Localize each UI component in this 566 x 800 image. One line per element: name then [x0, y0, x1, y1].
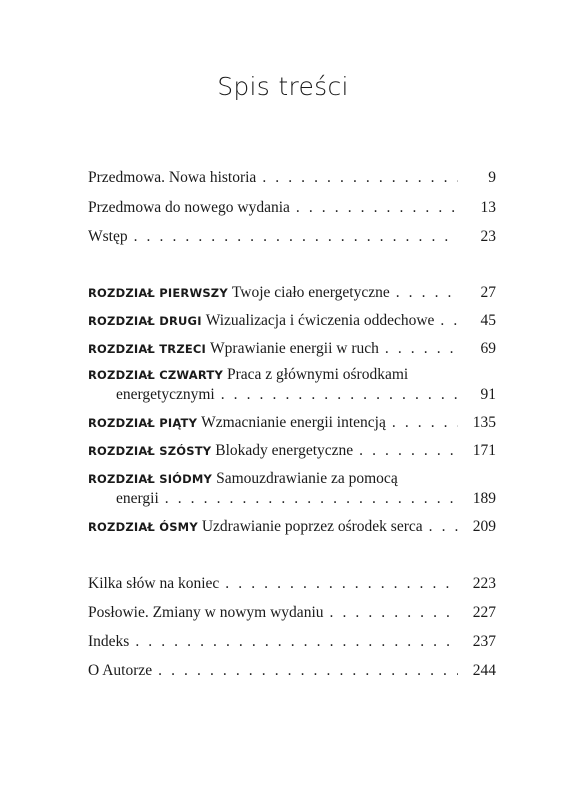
chapter-title: Praca z głównymi ośrodkami [226, 366, 409, 383]
toc-entry-page: 91 [480, 386, 496, 403]
toc-entry-front-new-edition[interactable] [88, 198, 496, 218]
toc-entry-chapter-7[interactable] [88, 469, 496, 489]
chapter-title: Uzdrawianie poprzez ośrodek serca [201, 518, 423, 535]
leader-dots [423, 517, 458, 537]
toc-entry-title: Przedmowa. Nowa historia [88, 169, 257, 186]
leader-dots [128, 227, 458, 247]
page-title: Spis treści [217, 72, 349, 101]
chapter-title: Samouzdrawianie za pomocą [216, 470, 398, 487]
leader-dots [290, 198, 458, 218]
toc-entry-title: Kilka słów na koniec [88, 575, 220, 592]
toc-entry-chapter-4[interactable] [88, 365, 496, 385]
leader-dots [390, 283, 458, 303]
chapter-label: ROZDZIAŁ SZÓSTY [88, 444, 212, 458]
leader-dots [324, 603, 459, 623]
toc-entry-chapter-5[interactable] [88, 413, 496, 433]
leader-dots [159, 489, 458, 509]
toc-entry-chapter-7-cont[interactable] [88, 489, 496, 509]
toc-entry-title: Przedmowa do nowego wydania [88, 199, 290, 216]
toc-entry-page: 189 [472, 490, 496, 507]
toc-entry-page: 13 [480, 199, 496, 216]
toc-entry-page: 209 [472, 518, 496, 535]
chapter-title: Twoje ciało energetyczne [231, 284, 390, 301]
toc-entry-title: Posłowie. Zmiany w nowym wydaniu [88, 604, 324, 621]
toc-entry-page: 23 [480, 228, 496, 245]
toc-entry-page: 244 [472, 662, 496, 679]
toc-entry-page: 9 [488, 169, 496, 186]
toc-entry-back-afterword[interactable] [88, 603, 496, 623]
leader-dots [353, 441, 458, 461]
leader-dots [386, 413, 458, 433]
leader-dots [434, 311, 458, 331]
leader-dots [152, 661, 458, 681]
toc-entry-page: 135 [472, 414, 496, 431]
leader-dots [219, 574, 458, 594]
toc-entry-page: 69 [480, 340, 496, 357]
toc-entry-page: 27 [480, 284, 496, 301]
toc-entry-chapter-2[interactable] [88, 311, 496, 331]
toc-entry-page: 45 [480, 312, 496, 329]
toc-entry-chapter-6[interactable] [88, 441, 496, 461]
chapter-label: ROZDZIAŁ PIĄTY [88, 416, 198, 430]
chapter-label: ROZDZIAŁ DRUGI [88, 314, 202, 328]
toc-entry-page: 227 [472, 604, 496, 621]
chapter-label: ROZDZIAŁ CZWARTY [88, 368, 223, 382]
toc-entry-back-author[interactable] [88, 661, 496, 681]
chapter-label: ROZDZIAŁ TRZECI [88, 342, 207, 356]
chapter-label: ROZDZIAŁ SIÓDMY [88, 472, 213, 486]
toc-entry-front-preface[interactable] [88, 168, 496, 188]
toc-entry-title: Indeks [88, 633, 130, 650]
chapter-label: ROZDZIAŁ PIERWSZY [88, 286, 228, 300]
toc-entry-title: O Autorze [88, 662, 153, 679]
toc-entry-back-closing[interactable] [88, 574, 496, 594]
chapter-title: Wizualizacja i ćwiczenia oddechowe [205, 312, 435, 329]
leader-dots [256, 168, 458, 188]
toc-entry-chapter-1[interactable] [88, 283, 496, 303]
toc-entry-page: 223 [472, 575, 496, 592]
toc-entry-back-index[interactable] [88, 632, 496, 652]
leader-dots [215, 385, 458, 405]
toc-entry-title: Wstęp [88, 228, 128, 245]
chapter-label: ROZDZIAŁ ÓSMY [88, 520, 198, 534]
chapter-title-continued: energetycznymi [116, 386, 215, 403]
leader-dots [129, 632, 458, 652]
toc-entry-page: 237 [472, 633, 496, 650]
chapter-title-continued: energii [116, 490, 159, 507]
leader-dots [379, 339, 458, 359]
toc-entry-chapter-4-cont[interactable] [88, 385, 496, 405]
toc-entry-chapter-8[interactable] [88, 517, 496, 537]
toc-entry-page: 171 [472, 442, 496, 459]
chapter-title: Blokady energetyczne [215, 442, 354, 459]
toc-entry-chapter-3[interactable] [88, 339, 496, 359]
chapter-title: Wprawianie energii w ruch [210, 340, 379, 357]
chapter-title: Wzmacnianie energii intencją [201, 414, 386, 431]
toc-entry-front-intro[interactable] [88, 227, 496, 247]
